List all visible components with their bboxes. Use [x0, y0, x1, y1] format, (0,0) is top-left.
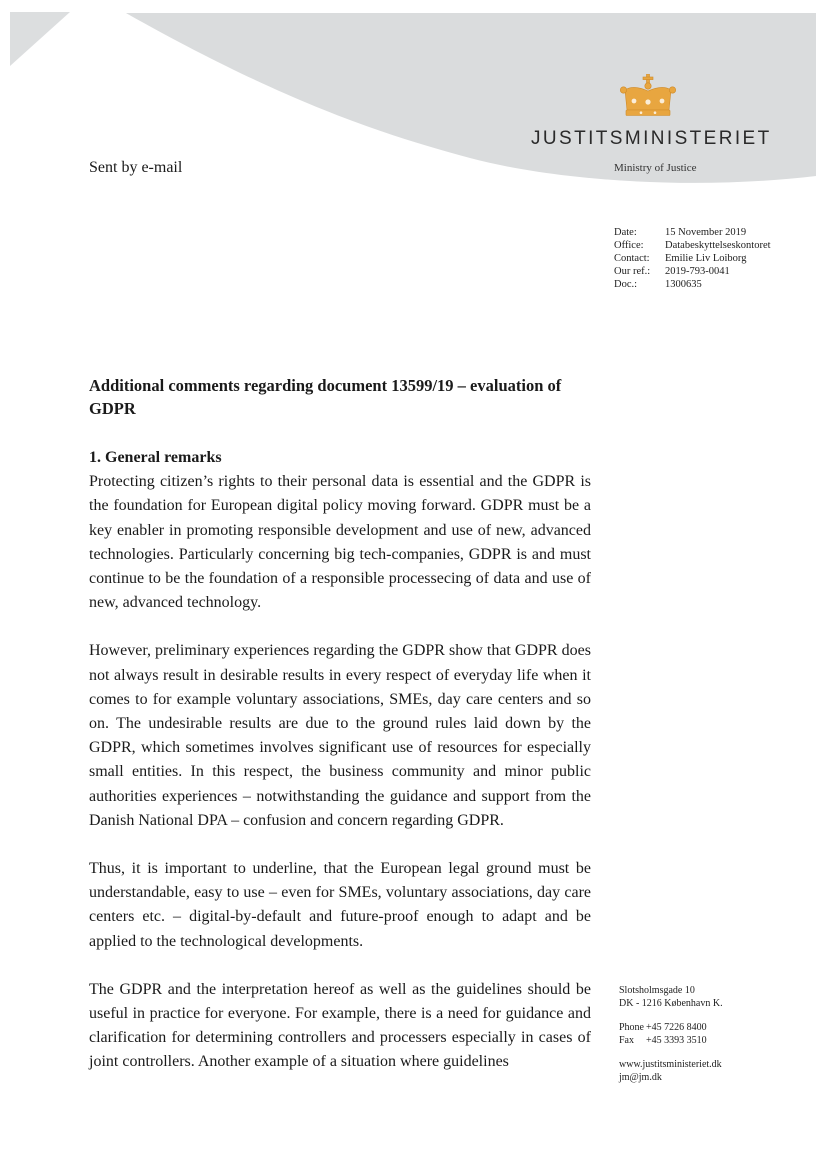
fax-number: +45 3393 3510	[646, 1034, 707, 1046]
document-body	[89, 446, 591, 1099]
ministry-name: JUSTITSMINISTERIET	[531, 128, 772, 149]
meta-value: Databeskyttelseskontoret	[665, 240, 771, 251]
address-street: Slotsholmsgade 10	[619, 985, 695, 996]
phone-label: Phone	[619, 1022, 644, 1033]
meta-value: 15 November 2019	[665, 227, 747, 238]
meta-row-reference	[614, 265, 771, 278]
phone-row	[619, 1022, 723, 1035]
meta-row-doc	[614, 278, 771, 291]
delivery-method: Sent by e-mail	[89, 159, 183, 176]
fax-label: Fax	[619, 1034, 634, 1046]
address-city: DK - 1216 København K.	[619, 997, 723, 1009]
document-meta	[614, 226, 771, 291]
meta-value: 2019-793-0041	[665, 266, 730, 277]
meta-value: 1300635	[665, 279, 702, 290]
meta-label: Our ref.:	[614, 266, 651, 277]
corner-fold-shape	[10, 12, 70, 66]
body-paragraph: However, preliminary experiences regarding the GDPR show that GDPR does not always result in desirable results in every respect of everyday life when it comes to for example voluntary associations, SMEs, day care centers and so on. The undesirable results are due to the ground rules laid down by the GDPR, which sometimes involves significant use of resources for especially small entities. In this respect, the business community and minor public authorities experiences – notwithstanding the guidance and support from the Danish National DPA – confusion and concern regarding GDPR.	[89, 642, 591, 829]
meta-row-office	[614, 239, 771, 252]
section-heading: 1. General remarks	[89, 449, 222, 466]
meta-label: Doc.:	[614, 279, 638, 290]
website-link[interactable]: www.justitsministeriet.dk	[619, 1059, 722, 1070]
meta-row-contact	[614, 252, 771, 265]
header-swoosh-shape	[126, 13, 816, 183]
phone-number: +45 7226 8400	[646, 1022, 707, 1033]
ministry-address	[619, 985, 723, 1084]
document-title: Additional comments regarding document 13599/19 – evaluation of GDPR	[89, 376, 562, 418]
body-paragraph: Protecting citizen’s rights to their personal data is essential and the GDPR is the foundation for European digital policy moving forward. GDPR must be a key enabler in promoting responsible development and use of new, advanced technologies. Particularly concerning big tech-companies, GDPR is and must continue to be the foundation of a responsible processecing of data and use of new, advanced technology.	[89, 473, 591, 612]
crown-icon	[619, 74, 677, 122]
meta-value: Emilie Liv Loiborg	[665, 253, 747, 264]
email-link[interactable]: jm@jm.dk	[619, 1071, 662, 1083]
fax-row	[619, 1035, 723, 1048]
meta-row-date	[614, 226, 771, 239]
meta-label: Contact:	[614, 253, 650, 264]
meta-label: Office:	[614, 240, 644, 251]
meta-label: Date:	[614, 227, 637, 238]
ministry-subtitle: Ministry of Justice	[614, 162, 697, 174]
body-paragraph: The GDPR and the interpretation hereof as well as the guidelines should be useful in practice for everyone. For example, there is a need for guidance and clarification for determining controllers and processers especially in cases of joint controllers. Another example of a situation where guidelines	[89, 980, 591, 1071]
body-paragraph: Thus, it is important to underline, that the European legal ground must be understandable, easy to use – even for SMEs, voluntary associations, day care centers etc. – digital-by-default and future-proof enough to adapt and be applied to the technological developments.	[89, 860, 591, 950]
